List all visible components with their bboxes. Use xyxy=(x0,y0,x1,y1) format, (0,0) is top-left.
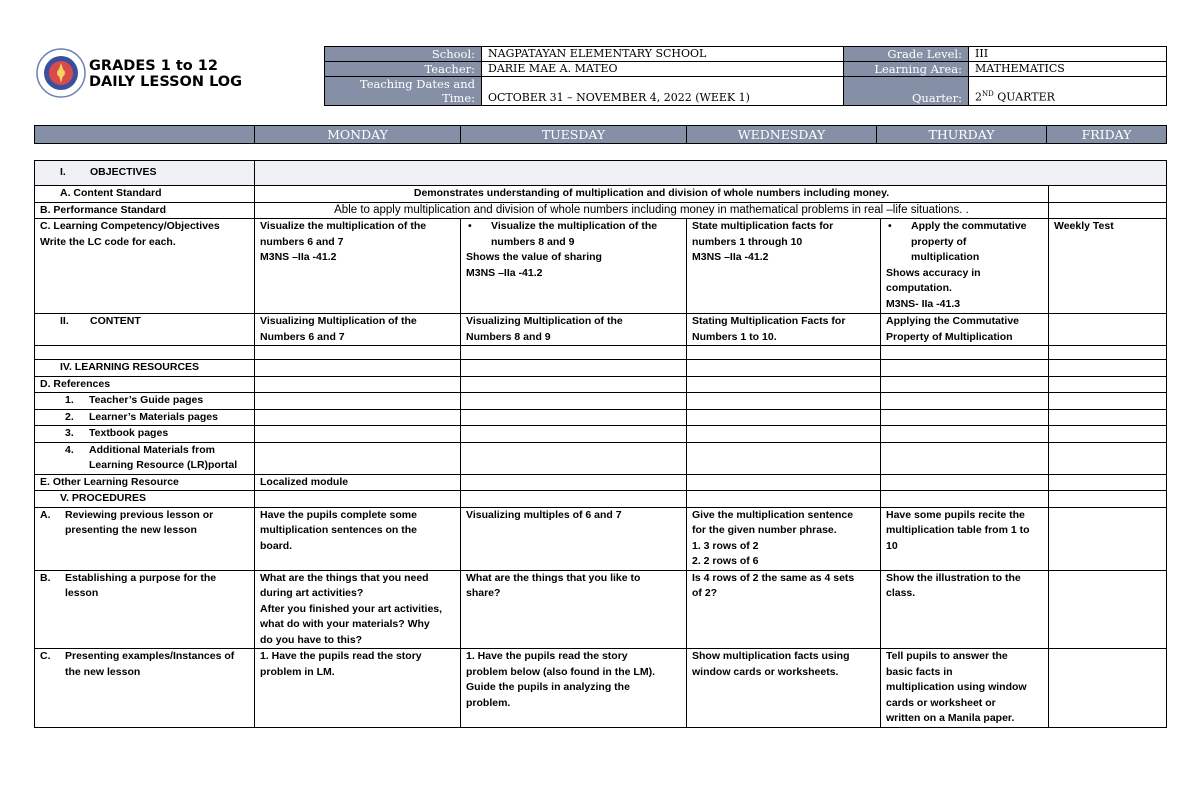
competency-thu-line: computation. xyxy=(886,282,952,294)
dates-value: OCTOBER 31 – NOVEMBER 4, 2022 (WEEK 1) xyxy=(482,77,844,106)
empty-cell xyxy=(255,442,461,474)
empty-cell xyxy=(1049,393,1167,410)
line: Show multiplication facts using xyxy=(692,650,850,662)
procedure-label-line: presenting the new lesson xyxy=(65,524,197,536)
day-thursday: THURDAY xyxy=(877,126,1047,144)
spacer-cell xyxy=(881,346,1049,360)
empty-cell xyxy=(1049,491,1167,508)
procedure-c-friday xyxy=(1049,649,1167,728)
procedure-label-line: Presenting examples/Instances of xyxy=(65,650,235,662)
content-line: Property of Multiplication xyxy=(886,330,1013,343)
quarter-suffix: ND xyxy=(982,90,994,99)
procedure-b-monday xyxy=(255,570,461,649)
procedure-a-thursday xyxy=(881,507,1049,570)
other-resource-monday: Localized module xyxy=(255,474,461,491)
procedure-b-num: B. xyxy=(40,571,51,584)
resource-item xyxy=(35,426,255,443)
competency-tue-line: M3NS –IIa -41.2 xyxy=(466,266,543,279)
procedure-c-wednesday xyxy=(687,649,881,728)
procedure-b-friday xyxy=(1049,570,1167,649)
title-line-2: DAILY LESSON LOG xyxy=(89,74,243,90)
line: Guide the pupils in analyzing the xyxy=(466,681,630,693)
empty-cell xyxy=(881,474,1049,491)
resource-item-num: 2. xyxy=(65,410,74,423)
procedure-c-tuesday xyxy=(461,649,687,728)
line: 1. 3 rows of 2 xyxy=(692,539,759,552)
document-title xyxy=(89,58,242,90)
competency-wed-line: M3NS –IIa -41.2 xyxy=(692,251,769,263)
empty-cell xyxy=(1049,409,1167,426)
dates-label: Teaching Dates and Time: xyxy=(325,77,482,106)
line: 2. 2 rows of 6 xyxy=(692,555,759,567)
competency-mon-line: M3NS –IIa -41.2 xyxy=(260,251,337,263)
objectives-num: I. xyxy=(60,166,66,179)
content-label: CONTENT xyxy=(90,315,141,327)
resource-item-num: 1. xyxy=(65,394,74,406)
content-standard-friday xyxy=(1049,186,1167,203)
empty-cell xyxy=(255,426,461,443)
line: do you have to this? xyxy=(260,633,363,646)
grade-label: Grade Level: xyxy=(844,47,969,62)
line: problem. xyxy=(466,696,511,709)
day-tuesday: TUESDAY xyxy=(461,126,687,144)
empty-cell xyxy=(461,442,687,474)
empty-cell xyxy=(687,442,881,474)
grade-value: III xyxy=(969,47,1167,62)
school-label: School: xyxy=(325,47,482,62)
procedure-label-line: lesson xyxy=(65,587,99,599)
line: window cards or worksheets. xyxy=(692,665,839,678)
empty-cell xyxy=(461,360,687,377)
line: 1. Have the pupils read the story xyxy=(260,650,422,662)
empty-cell xyxy=(461,393,687,410)
procedure-a-tuesday xyxy=(461,507,687,570)
resource-item-num: 4. xyxy=(65,443,74,456)
resource-item-label: Learner’s Materials pages xyxy=(89,410,218,423)
content-line: Applying the Commutative xyxy=(886,315,1020,327)
resource-item-additional xyxy=(35,442,255,474)
line: What are the things that you need xyxy=(260,571,429,584)
competency-tue-line: Shows the value of sharing xyxy=(466,251,602,263)
procedure-b-label xyxy=(35,570,255,649)
content-tuesday xyxy=(461,314,687,346)
content-wednesday xyxy=(687,314,881,346)
procedure-c-num: C. xyxy=(40,650,51,662)
line: 1. Have the pupils read the story xyxy=(466,650,628,662)
competency-label-line-1: C. Learning Competency/Objectives xyxy=(40,220,220,232)
content-line: Visualizing Multiplication of the xyxy=(260,315,417,327)
deped-seal-icon xyxy=(36,48,86,98)
performance-standard-friday xyxy=(1049,202,1167,219)
content-heading xyxy=(35,314,255,346)
lesson-log-table xyxy=(34,160,1167,728)
line: during art activities? xyxy=(260,587,364,599)
info-table xyxy=(324,46,1167,106)
resource-item xyxy=(35,409,255,426)
competency-thu-line: M3NS- IIa -41.3 xyxy=(886,297,961,310)
line: Visualizing multiples of 6 and 7 xyxy=(466,508,622,521)
line: Give the multiplication sentence xyxy=(692,508,854,521)
line: share? xyxy=(466,587,501,599)
empty-cell xyxy=(461,474,687,491)
area-value: MATHEMATICS xyxy=(969,62,1167,77)
quarter-number: 2 xyxy=(975,91,982,104)
empty-cell xyxy=(461,376,687,393)
quarter-text: QUARTER xyxy=(993,91,1055,104)
line: Have some pupils recite the xyxy=(886,508,1025,521)
line: class. xyxy=(886,587,916,599)
line: for the given number phrase. xyxy=(692,524,837,536)
competency-thu-bullet-line: property of xyxy=(911,235,967,248)
procedure-c-label xyxy=(35,649,255,728)
competency-thu-bullet-line: multiplication xyxy=(911,251,980,263)
competency-monday xyxy=(255,219,461,314)
references-label: D. References xyxy=(35,376,255,393)
empty-cell xyxy=(1049,360,1167,377)
days-blank xyxy=(35,126,255,144)
line: cards or worksheet or xyxy=(886,696,996,709)
resources-heading: IV. LEARNING RESOURCES xyxy=(35,360,255,377)
competency-thu-line: Shows accuracy in xyxy=(886,266,981,279)
empty-cell xyxy=(255,376,461,393)
competency-mon-line: Visualize the multiplication of the xyxy=(260,220,427,232)
line: multiplication sentences on the xyxy=(260,524,417,536)
competency-tue-bullet-line: numbers 8 and 9 xyxy=(491,235,575,248)
competency-label xyxy=(35,219,255,314)
empty-cell xyxy=(881,376,1049,393)
empty-cell xyxy=(1049,442,1167,474)
line: Show the illustration to the xyxy=(886,571,1021,584)
other-resource-label: E. Other Learning Resource xyxy=(35,474,255,491)
procedure-label-line: Reviewing previous lesson or xyxy=(65,508,214,521)
procedure-b-wednesday xyxy=(687,570,881,649)
empty-cell xyxy=(687,360,881,377)
quarter-value xyxy=(969,77,1167,106)
performance-standard-label: B. Performance Standard xyxy=(35,202,255,219)
spacer-cell xyxy=(1049,346,1167,360)
competency-label-line-2: Write the LC code for each. xyxy=(40,235,176,248)
procedure-a-num: A. xyxy=(40,508,51,521)
empty-cell xyxy=(881,360,1049,377)
resource-item xyxy=(35,393,255,410)
procedures-heading: V. PROCEDURES xyxy=(35,491,255,508)
content-line: Visualizing Multiplication of the xyxy=(466,315,623,327)
days-header xyxy=(34,125,1167,144)
competency-wednesday xyxy=(687,219,881,314)
content-monday xyxy=(255,314,461,346)
procedure-a-friday xyxy=(1049,507,1167,570)
spacer-cell xyxy=(461,346,687,360)
content-line: Numbers 1 to 10. xyxy=(692,330,777,343)
line: 10 xyxy=(886,539,898,552)
content-standard-label: A. Content Standard xyxy=(35,186,255,203)
line: what do with your materials? Why xyxy=(260,618,430,630)
empty-cell xyxy=(461,491,687,508)
empty-cell xyxy=(687,474,881,491)
day-monday: MONDAY xyxy=(255,126,461,144)
performance-standard-value: Able to apply multiplication and division of whole numbers including money in mathematical problems in real –life situations. . xyxy=(255,202,1049,219)
content-line: Numbers 6 and 7 xyxy=(260,330,345,343)
spacer-cell xyxy=(255,346,461,360)
empty-cell xyxy=(255,393,461,410)
spacer-cell xyxy=(687,346,881,360)
procedure-c-monday xyxy=(255,649,461,728)
line: Tell pupils to answer the xyxy=(886,650,1008,662)
procedure-a-monday xyxy=(255,507,461,570)
day-wednesday: WEDNESDAY xyxy=(687,126,877,144)
empty-cell xyxy=(881,491,1049,508)
procedure-a-label xyxy=(35,507,255,570)
objectives-label: OBJECTIVES xyxy=(90,166,157,179)
line: problem below (also found in the LM). xyxy=(466,665,655,678)
empty-cell xyxy=(881,442,1049,474)
empty-cell xyxy=(687,393,881,410)
empty-cell xyxy=(1049,426,1167,443)
competency-friday: Weekly Test xyxy=(1049,219,1167,314)
empty-cell xyxy=(881,409,1049,426)
teacher-label: Teacher: xyxy=(325,62,482,77)
empty-cell xyxy=(881,426,1049,443)
procedure-b-thursday xyxy=(881,570,1049,649)
competency-thursday xyxy=(881,219,1049,314)
school-value: NAGPATAYAN ELEMENTARY SCHOOL xyxy=(482,47,844,62)
resource-item-label: Textbook pages xyxy=(89,427,169,439)
empty-cell xyxy=(255,409,461,426)
line: After you finished your art activities, xyxy=(260,602,443,615)
line: multiplication table from 1 to xyxy=(886,524,1030,536)
empty-cell xyxy=(255,491,461,508)
content-thursday xyxy=(881,314,1049,346)
competency-mon-line: numbers 6 and 7 xyxy=(260,235,344,248)
empty-cell xyxy=(687,409,881,426)
procedure-c-thursday xyxy=(881,649,1049,728)
bullet-icon: • xyxy=(888,220,892,232)
line: problem in LM. xyxy=(260,665,335,678)
empty-cell xyxy=(687,426,881,443)
empty-cell xyxy=(881,393,1049,410)
procedure-b-tuesday xyxy=(461,570,687,649)
area-label: Learning Area: xyxy=(844,62,969,77)
content-line: Stating Multiplication Facts for xyxy=(692,315,846,327)
line: basic facts in xyxy=(886,665,953,678)
empty-cell xyxy=(1049,376,1167,393)
line: Have the pupils complete some xyxy=(260,508,417,521)
line: What are the things that you like to xyxy=(466,571,641,584)
empty-cell xyxy=(1049,474,1167,491)
quarter-label: Quarter: xyxy=(844,77,969,106)
empty-cell xyxy=(687,491,881,508)
empty-cell xyxy=(255,360,461,377)
line: written on a Manila paper. xyxy=(886,712,1015,724)
procedure-label-line: Establishing a purpose for the xyxy=(65,571,217,584)
content-num: II. xyxy=(60,315,69,327)
competency-wed-line: numbers 1 through 10 xyxy=(692,235,803,248)
resource-item-label: Additional Materials from xyxy=(89,443,216,456)
title-line-1: GRADES 1 to 12 xyxy=(89,58,218,74)
content-standard-value: Demonstrates understanding of multiplication and division of whole numbers including money. xyxy=(255,186,1049,203)
objectives-span xyxy=(255,161,1167,186)
competency-tuesday xyxy=(461,219,687,314)
line: board. xyxy=(260,539,293,552)
line: Is 4 rows of 2 the same as 4 sets xyxy=(692,571,855,584)
resource-item-label: Learning Resource (LR)portal xyxy=(89,459,238,471)
bullet-icon: • xyxy=(468,220,472,232)
spacer-cell xyxy=(35,346,255,360)
empty-cell xyxy=(461,409,687,426)
resource-item-label: Teacher’s Guide pages xyxy=(89,394,204,406)
line: multiplication using window xyxy=(886,681,1027,693)
procedure-a-wednesday xyxy=(687,507,881,570)
procedure-label-line: the new lesson xyxy=(65,665,141,678)
competency-wed-line: State multiplication facts for xyxy=(692,220,834,232)
resource-item-num: 3. xyxy=(65,427,74,439)
line: of 2? xyxy=(692,587,718,599)
competency-tue-bullet-line: Visualize the multiplication of the xyxy=(491,220,658,232)
empty-cell xyxy=(461,426,687,443)
empty-cell xyxy=(687,376,881,393)
day-friday: FRIDAY xyxy=(1047,126,1167,144)
content-line: Numbers 8 and 9 xyxy=(466,330,551,343)
objectives-heading xyxy=(35,161,255,186)
competency-thu-bullet-line: Apply the commutative xyxy=(911,220,1027,232)
teacher-value: DARIE MAE A. MATEO xyxy=(482,62,844,77)
content-friday xyxy=(1049,314,1167,346)
